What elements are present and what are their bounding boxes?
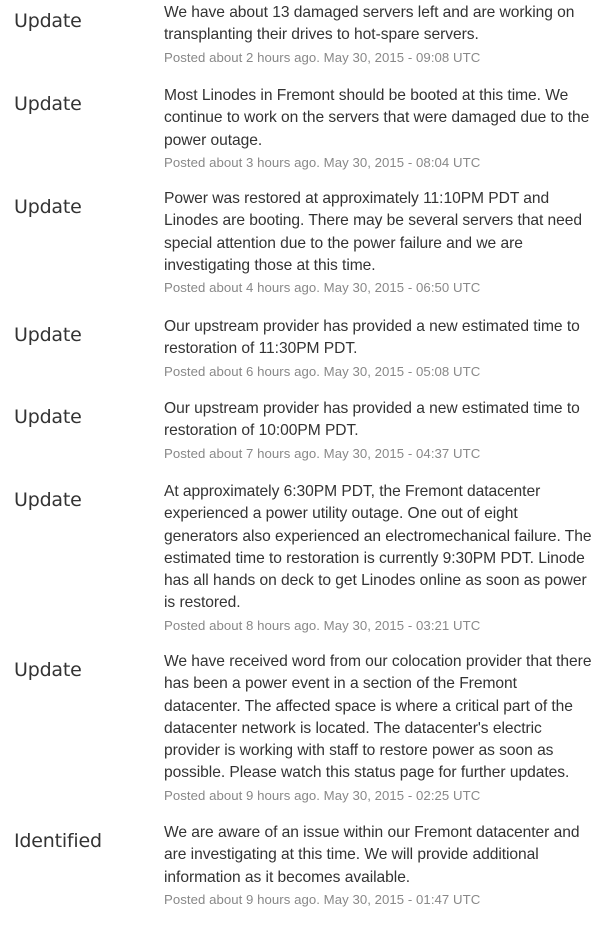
update-timestamp: Posted about 6 hours ago. May 30, 2015 - 05:08 UTC [164, 363, 481, 379]
update-message: Our upstream provider has provided a new estimated time to restoration of 10:00PM PDT. [164, 400, 580, 440]
update-body [164, 188, 596, 297]
update-timestamp: Posted about 9 hours ago. May 30, 2015 - 01:47 UTC [164, 891, 481, 907]
update-body [164, 822, 596, 909]
update-status-label: Identified [14, 830, 102, 852]
update-message: We have received word from our colocation provider that there has been a power event in a section of the Fremont datacenter. The affected space is where a critical part of the datacenter network is located. The datacenter's electric provider is working with staff to restore power as soon as possible. Please watch this status page for further updates. [164, 653, 592, 782]
update-status-label: Update [14, 10, 82, 32]
update-message: We have about 13 damaged servers left and are working on transplanting their drives to hot-spare servers. [164, 4, 575, 44]
update-status-label: Update [14, 93, 82, 115]
update-status-label: Update [14, 324, 82, 346]
update-message: We are aware of an issue within our Fremont datacenter and are investigating at this time. We will provide additional information as it becomes available. [164, 824, 580, 886]
update-message: Power was restored at approximately 11:10PM PDT and Linodes are booting. There may be several servers that need special attention due to the power failure and we are investigating those at this time. [164, 190, 583, 274]
update-body [164, 398, 596, 463]
update-body [164, 481, 596, 635]
update-timestamp: Posted about 7 hours ago. May 30, 2015 - 04:37 UTC [164, 445, 481, 461]
update-message: Our upstream provider has provided a new estimated time to restoration of 11:30PM PDT. [164, 318, 580, 358]
update-timestamp: Posted about 4 hours ago. May 30, 2015 - 06:50 UTC [164, 280, 481, 296]
update-timestamp: Posted about 2 hours ago. May 30, 2015 - 09:08 UTC [164, 49, 481, 65]
update-message: Most Linodes in Fremont should be booted at this time. We continue to work on the servers that were damaged due to the power outage. [164, 87, 590, 149]
update-body [164, 85, 596, 172]
update-timestamp: Posted about 8 hours ago. May 30, 2015 - 03:21 UTC [164, 617, 481, 633]
update-timestamp: Posted about 3 hours ago. May 30, 2015 - 08:04 UTC [164, 154, 481, 170]
update-status-label: Update [14, 406, 82, 428]
update-status-label: Update [14, 489, 82, 511]
update-body [164, 316, 596, 381]
update-status-label: Update [14, 659, 82, 681]
update-body [164, 651, 596, 805]
update-status-label: Update [14, 196, 82, 218]
update-body [164, 2, 596, 67]
update-message: At approximately 6:30PM PDT, the Fremont datacenter experienced a power utility outage. One out of eight generators also experienced an electromechanical failure. The estimated time to restoration is currently 9:30PM PDT. Linode has all hands on deck to get Linodes online as soon as power is restored. [164, 483, 592, 612]
update-timestamp: Posted about 9 hours ago. May 30, 2015 - 02:25 UTC [164, 787, 481, 803]
